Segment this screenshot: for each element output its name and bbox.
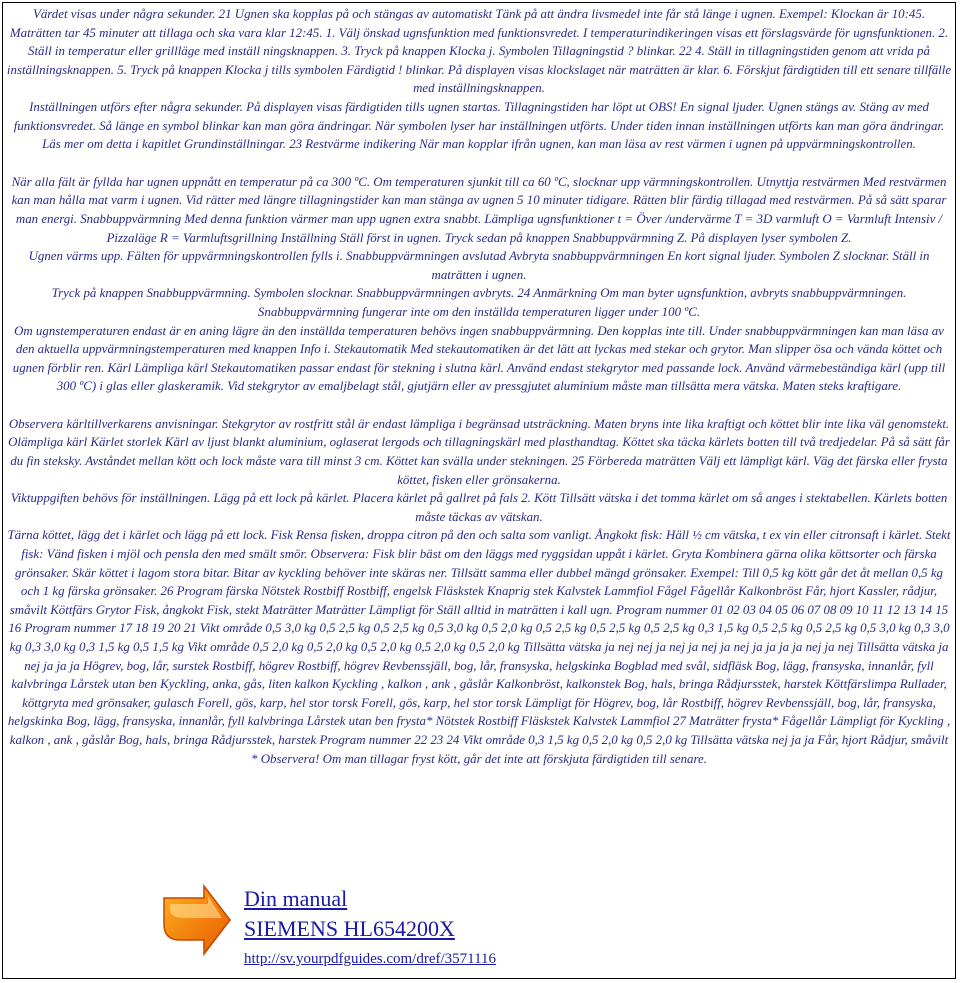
paragraph: När alla fält är fyllda har ugnen uppnått en temperatur på ca 300 ºC. Om temperaturen sjunkit till ca 60 ºC, slocknar upp värmningskontrollen. Utnyttja restvärmen Med restvärmen kan man hålla mat varm i ugnen. Vid rätter med längre tillagningstider kan man stänga av ugnen 5 10 minuter tidigare. Rätten blir färdig tillagad med restvärmen. På så sätt sparar man energi. Snabbuppvärmning Med denna funktion värmer man upp ugnen extra snabbt. Lämpliga ugnsfunktioner t = Över /undervärme T = 3D varmluft O = Varmluft Intensiv / Pizzaläge R = Varmluftsgrillning Inställning Ställ först in ugnen. Tryck sedan på knappen Snabbuppvärmning Z. På displayen lyser symbolen Z. [11, 174, 947, 245]
footer [160, 884, 760, 974]
paragraph: Ugnen värms upp. Fälten för uppvärmningskontrollen fylls i. Snabbuppvärmningen avslutad Avbryta snabbuppvärmningen En kort signal ljuder. Symbolen Z slocknar. Ställ in maträtten i ugnen. [28, 249, 930, 282]
din-manual-link[interactable]: Din manual [244, 886, 348, 911]
paragraph: Tryck på knappen Snabbuppvärmning. Symbolen slocknar. Snabbuppvärmningen avbryts. 24 Anmärkning Om man byter ugnsfunktion, avbryts snabbuppvärmningen. Snabbuppvärmning fungerar inte om den inställda temperaturen ligger under 100 ºC. [51, 286, 907, 319]
footer-links [244, 884, 496, 971]
paragraph: Observera kärltillverkarens anvisningar. Stekgrytor av rostfritt stål är endast lämpliga i begränsad utsträckning. Maten bryns inte lika kraftigt och köttet blir inte lika väl genomstekt. Olämpliga kärl Kärlet storlek Kärl av ljust blankt aluminium, oglaserat lergods och tillagningskärl med plasthandtag. Köttet ska täcka kärlets botten till två tredjedelar. På så sätt får du fin steksky. Avståndet mellan kött och lock måste vara till minst 3 cm. Köttet kan svälla under stekningen. 25 Förbereda maträtten Välj ett lämpligt kärl. Väg det färska eller frysta köttet, fisken eller grönsakerna. [8, 416, 950, 487]
model-link[interactable]: SIEMENS HL654200X [244, 916, 455, 941]
paragraph: Inställningen utförs efter några sekunder. På displayen visas färdigtiden tills ugnen startas. Tillagningstiden har löpt ut OBS! En signal ljuder. Ugnen stängs av. Stäng av med funktionsvredet. Så länge en symbol blinkar kan man göra ändringar. När symbolen lyser har inställningen utförts. Under tiden innan inställningen utförts kan man göra ändringar. Läs mer om detta i kapitlet Grundinställningar. 23 Restvärme indikering När man kopplar ifrån ugnen, kan man läsa av rest värmen i ugnen på uppvärmningskontrollen. [13, 99, 945, 152]
paragraph: Tärna köttet, lägg det i kärlet och lägg på ett lock. Fisk Rensa fisken, droppa citron på den och salta som vanligt. Ångkokt fisk: Häll ½ cm vätska, t ex vin eller citronsaft i kärlet. Stekt fisk: Vänd fisken i mjöl och pensla den med smält smör. Observera: Fisk blir bäst om den läggs med ryggsidan uppåt i kärlet. Gryta Kombinera gärna olika köttsorter och färska grönsaker. Skär köttet i lagom stora bitar. Bitar av kyckling behöver inte skäras ner. Tillsätt samma eller dubbel mängd grönsaker. Exempel: Till 0,5 kg kött går det åt mellan 0,5 kg och 1 kg färska grönsaker. 26 Program färska Nötstek Rostbiff Rostbiff, engelsk Fläskstek Knaprig stek Kalvstek Lammfiol Fågel Fågellår Kalkonbröst Får, hjort Kassler, rådjur, småvilt Köttfärs Grytor Fisk, ångkokt Fisk, stekt Maträtter Maträtter Lämpligt för Ställ alltid in maträtten i kall ugn. Program nummer 01 02 03 04 05 06 07 08 09 10 11 12 13 14 15 16 Program nummer 17 18 19 20 21 Vikt område 0,5 3,0 kg 0,5 2,5 kg 0,5 2,5 kg 0,5 3,0 kg 0,5 2,0 kg 0,5 2,5 kg 0,5 2,5 kg 0,5 2,5 kg 0,3 1,5 kg 0,5 2,5 kg 0,5 2,5 kg 0,5 3,0 kg 0,3 3,0 kg 0,3 3,0 kg 0,3 1,5 kg 0,5 1,5 kg Vikt område 0,5 2,0 kg 0,5 2,0 kg 0,5 2,0 kg 0,5 2,0 kg 0,5 2,0 kg Tillsätta vätska ja nej nej ja nej ja nej ja nej ja ja ja ja nej ja nej Tillsätta vätska ja nej ja ja ja Högrev, bog, lår, surstek Rostbiff, högrev Rostbiff, högrev Revbenssjäll, bog, lår, fransyska, helgskinka Bogblad med svål, sidfläsk Bog, lägg, fransyska, innanlår, fyll kalvbringa Lårstek utan ben Kyckling, anka, gås, liten kalkon Kyckling , kalkon , ank , gåslår Kalkonbröst, kalkonstek Bog, hals, bringa Rådjursstek, harstek Köttfärslimpa Rullader, köttgryta med grönsaker, gulasch Forell, gös, karp, hel stor torsk Forell, gös, karp, hel stor torsk Lämpligt för Högrev, bog, lår Rostbiff, högrev Revbenssjäll, bog, lår, fransyska, helgskinka Bog, lägg, fransyska, innanlår, fyll kalvbringa Lårstek utan ben frysta* Nötstek Rostbiff Fläskstek Kalvstek Lammfiol 27 Maträtter frysta* Fågellår Lämpligt för Kyckling , kalkon , ank , gåslår Bog, hals, bringa Rådjursstek, harstek Program nummer 22 23 24 Vikt område 0,3 1,5 kg 0,5 2,0 kg 0,5 2,0 kg Tillsätta vätska nej ja ja Får, hjort Rådjur, småvilt * Observera! Om man tillagar fryst kött, går det inte att förskjuta färdigtiden till senare. [7, 528, 951, 766]
paragraph: Om ugnstemperaturen endast är en aning lägre än den inställda temperaturen behövs ingen snabbuppvärmning. Den kopplas inte till. Under snabbuppvärmningen kan man läsa av den aktuella uppvärmningstemperaturen med knappen Info i. Stekautomatik Med stekautomatiken är det lätt att lyckas med stekar och grytor. Man slipper ösa och vända köttet och ugnen förblir ren. Kärl Lämpliga kärl Stekautomatiken passar endast för stekning i slutna kärl. Använd endast stekgrytor med passande lock. Använd värmebeständiga kärl (upp till 300 ºC) i glas eller glaskeramik. Vid stekgrytor av emaljbelagt stål, gjutjärn eller av pressgjutet aluminium måste man tillsätta mera vätska. Maten steks kraftigare. [12, 323, 946, 394]
url-link[interactable]: http://sv.yourpdfguides.com/dref/3571116 [244, 951, 497, 967]
paragraph: Värdet visas under några sekunder. 21 Ugnen ska kopplas på och stängas av automatiskt Tänk på att ändra livsmedel inte får stå länge i ugnen. Exempel: Klockan är 10:45. Maträtten tar 45 minuter att tillaga och ska vara klar 12:45. 1. Välj önskad ugnsfunktion med funktionsvredet. I temperaturindikeringen visas ett förslagsvärde för ugnsfunktionen. 2. Ställ in temperatur eller grillläge med inställ ningsknappen. 3. Tryck på knappen Klocka j. Symbolen Tillagningstid ? blinkar. 22 4. Ställ in tillagningstiden genom att vrida på inställningsknappen. 5. Tryck på knappen Klocka j tills symbolen Färdigtid ! blinkar. På displayen visas klockslaget när maträtten är klar. 6. Förskjut färdigtiden till ett senare tillfälle med inställningsknappen. [6, 7, 952, 96]
document-body [6, 5, 952, 768]
arrow-icon [160, 884, 232, 962]
paragraph: Viktuppgiften behövs för inställningen. Lägg på ett lock på kärlet. Placera kärlet på gallret på fals 2. Kött Tillsätt vätska i det tomma kärlet om så anges i stektabellen. Kärlets botten måste täckas av vätskan. [10, 491, 948, 524]
